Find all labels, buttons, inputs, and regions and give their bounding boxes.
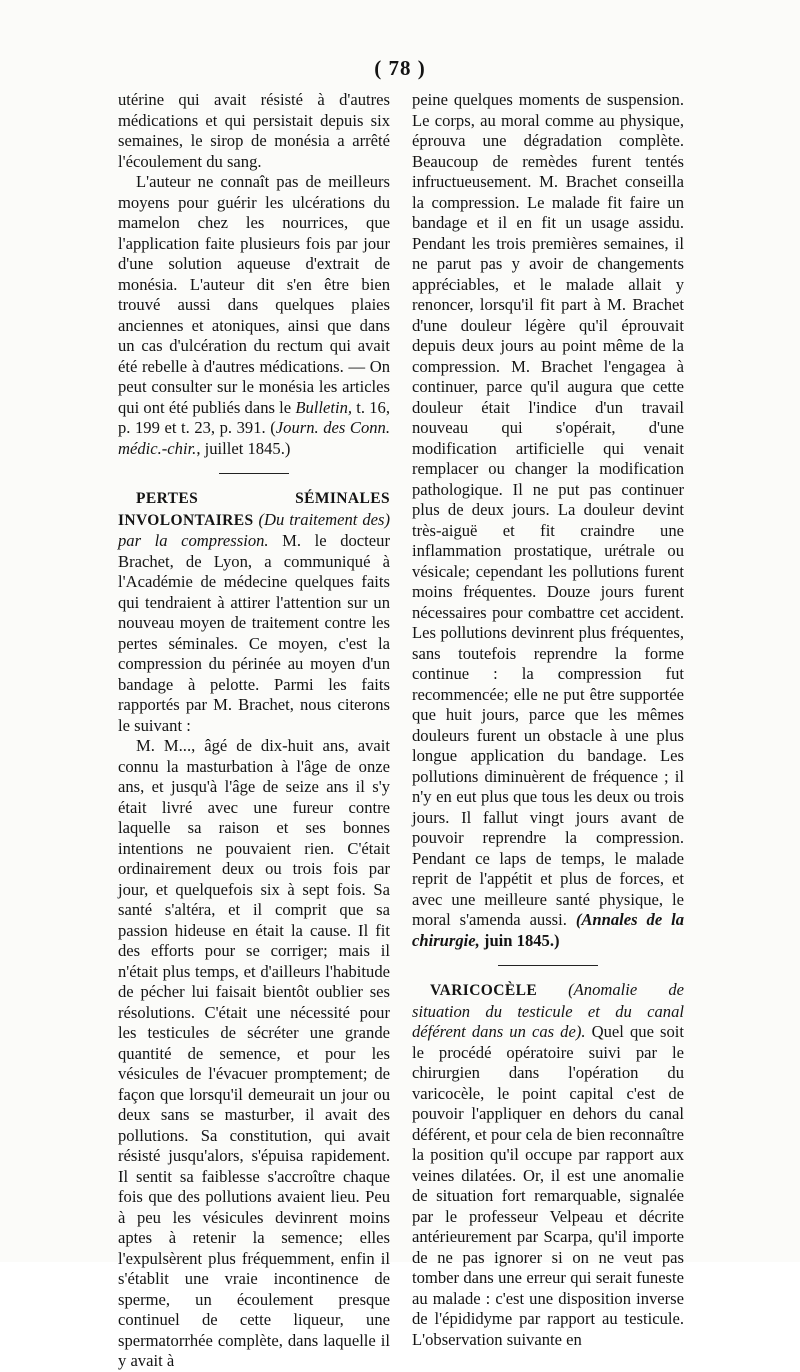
citation-journal: (Annales de la chirurgie, — [412, 910, 684, 950]
section-divider — [498, 965, 598, 966]
section-varicocele — [412, 980, 684, 1350]
case-report: M. M..., âgé de dix-huit ans, avait connu la masturbation à l'âge de onze ans, et jusqu'à l'âge de seize ans il s'y était livré avec une fureur contre laquelle sa raison et ses bonnes intentions ne pouvaient rien. C'était ordinairement deux ou trois fois par jour, et quelquefois six à sept fois. Sa santé s'altéra, et il comprit que sa passion hideuse en était la cause. Il fit des efforts pour se corriger; mais il n'était plus temps, et d'ailleurs l'habitude de pécher lui faisait bientôt oublier ses résolutions. C'était une nécessité pour les testicules de sécréter une grande quantité de semence, et pour les vésicules de l'évacuer promptement; de façon que lorsqu'il demeurait un jour ou deux sans se masturber, il avait des pollutions. Sa constitution, qui avait résisté jusqu'alors, s'épuisa rapidement. Il sentit sa faiblesse s'accroître chaque fois que des pollutions avaient lieu. Peu à peu les vésicules devinrent moins aptes à retenir la semence; elles l'expulsèrent plus fréquemment, enfin il s'établit une vraie incontinence de sperme, un écoulement presque continuel de cette liqueur, une spermatorrhée complète, dans laquelle il y avait à — [118, 736, 390, 1370]
journal-title-journ: Journ. des Conn. médic.-chir. — [118, 418, 390, 458]
page-number: ( 78 ) — [374, 56, 426, 80]
journal-title-bulletin: Bulletin, — [295, 397, 353, 417]
section-divider — [219, 473, 289, 474]
journal-references: t. 16, p. 199 et t. 23, p. 391. ( — [118, 397, 390, 437]
section-body: Quel que soit le procédé opératoire suivi par le chirurgien dans l'opération du varicocèle, le point capital c'est de pouvoir l'appliquer en dehors du canal déférent, et pour cela de bien reconnaître la position qu'il occupe par rapport aux veines dilatées. Or, il est une anomalie de situation fort remarquable, signalée par le professeur Velpeau et décrite antérieurement par Scarpa, qu'il importe de ne pas ignorer si on ne veut pas tomber dans une erreur qui serait funeste au malade : c'est une disposition inverse de l'épididyme par rapport au testicule. L'observation suivante en — [412, 1022, 684, 1349]
right-column — [412, 90, 684, 1350]
section-pertes-seminales — [118, 488, 390, 736]
paragraph-continued-text: peine quelques moments de suspension. Le corps, au moral comme au physique, éprouva une dégradation complète. Beaucoup de remèdes furent tentés infructueusement. M. Brachet conseilla la compression. Le malade fit faire un bandage et il en fit un usage assidu. Pendant les trois premières semaines, il ne parut pas y avoir de changements appréciables, et le malade allait y renoncer, lorsqu'il fit part à M. Brachet d'une douleur légère qu'il éprouvait depuis deux jours au point même de la compression. M. Brachet l'engagea à continuer, parce qu'il augura que cette douleur était l'indice d'un travail nouveau qui s'opérait, d'une modification artificielle qui venait remplacer ou changer la modification pathologique. Il ne put pas continuer plus de deux jours. La douleur devint très-aiguë et fit craindre une inflammation prostatique, urétrale ou vésicale; cependant les pollutions furent moins fréquentes. Douze jours furent nécessaires pour combattre cet accident. Les pollutions devinrent plus fréquentes, sans toutefois reprendre la forme continue : la compression fut recommencée; elle ne put être supportée que huit jours, parce que les mêmes douleurs furent un obstacle à une plus longue application du bandage. Les pollutions diminuèrent de fréquence ; il n'y en eut plus que tous les deux ou trois jours. Il fallut vingt jours avant de pouvoir reprendre la compression. Pendant ce laps de temps, le malade reprit de l'appétit et plus de forces, et avec une meilleure santé physique, le moral s'amenda aussi. — [412, 90, 684, 929]
paragraph-author — [118, 172, 390, 459]
section-subtitle: (Anomalie de situation du testicule et du canal déférent dans un cas de). — [412, 980, 684, 1041]
section-subtitle: (Du traitement des) par la compression. — [118, 509, 390, 550]
section-heading: VARICOCÈLE — [430, 982, 538, 999]
citation-date: juin 1845.) — [479, 930, 560, 950]
section-intro: M. le docteur Brachet, de Lyon, a communiqué à l'Académie de médecine quelques faits qui tendraient à attirer l'attention sur un nouveau moyen de traitement contre les pertes séminales. Ce moyen, c'est la compression du périnée au moyen d'un bandage à pelotte. Parmi les faits rapportés par M. Brachet, nous citerons le suivant : — [118, 531, 390, 735]
paragraph-continued — [412, 90, 684, 951]
left-column — [118, 90, 390, 1372]
paragraph-continued: utérine qui avait résisté à d'autres médications et qui persistait depuis six semaines, le sirop de monésia a arrêté l'écoulement du sang. — [118, 90, 390, 171]
paragraph-author-text: L'auteur ne connaît pas de meilleurs moyens pour guérir les ulcérations du mamelon chez les nourrices, que l'application faite plusieurs fois par jour d'une solution aqueuse d'extrait de monésia. L'auteur dit s'en être bien trouvé aussi dans quelques plaies anciennes et atoniques, ainsi que dans un cas d'ulcération du rectum qui avait été rebelle à d'autres médications. — On peut consulter sur le monésia les articles qui ont été publiés dans le — [118, 172, 390, 417]
section-heading: PERTES SÉMINALES INVOLONTAIRES — [118, 490, 390, 529]
journal-date: , juillet 1845.) — [196, 438, 291, 458]
